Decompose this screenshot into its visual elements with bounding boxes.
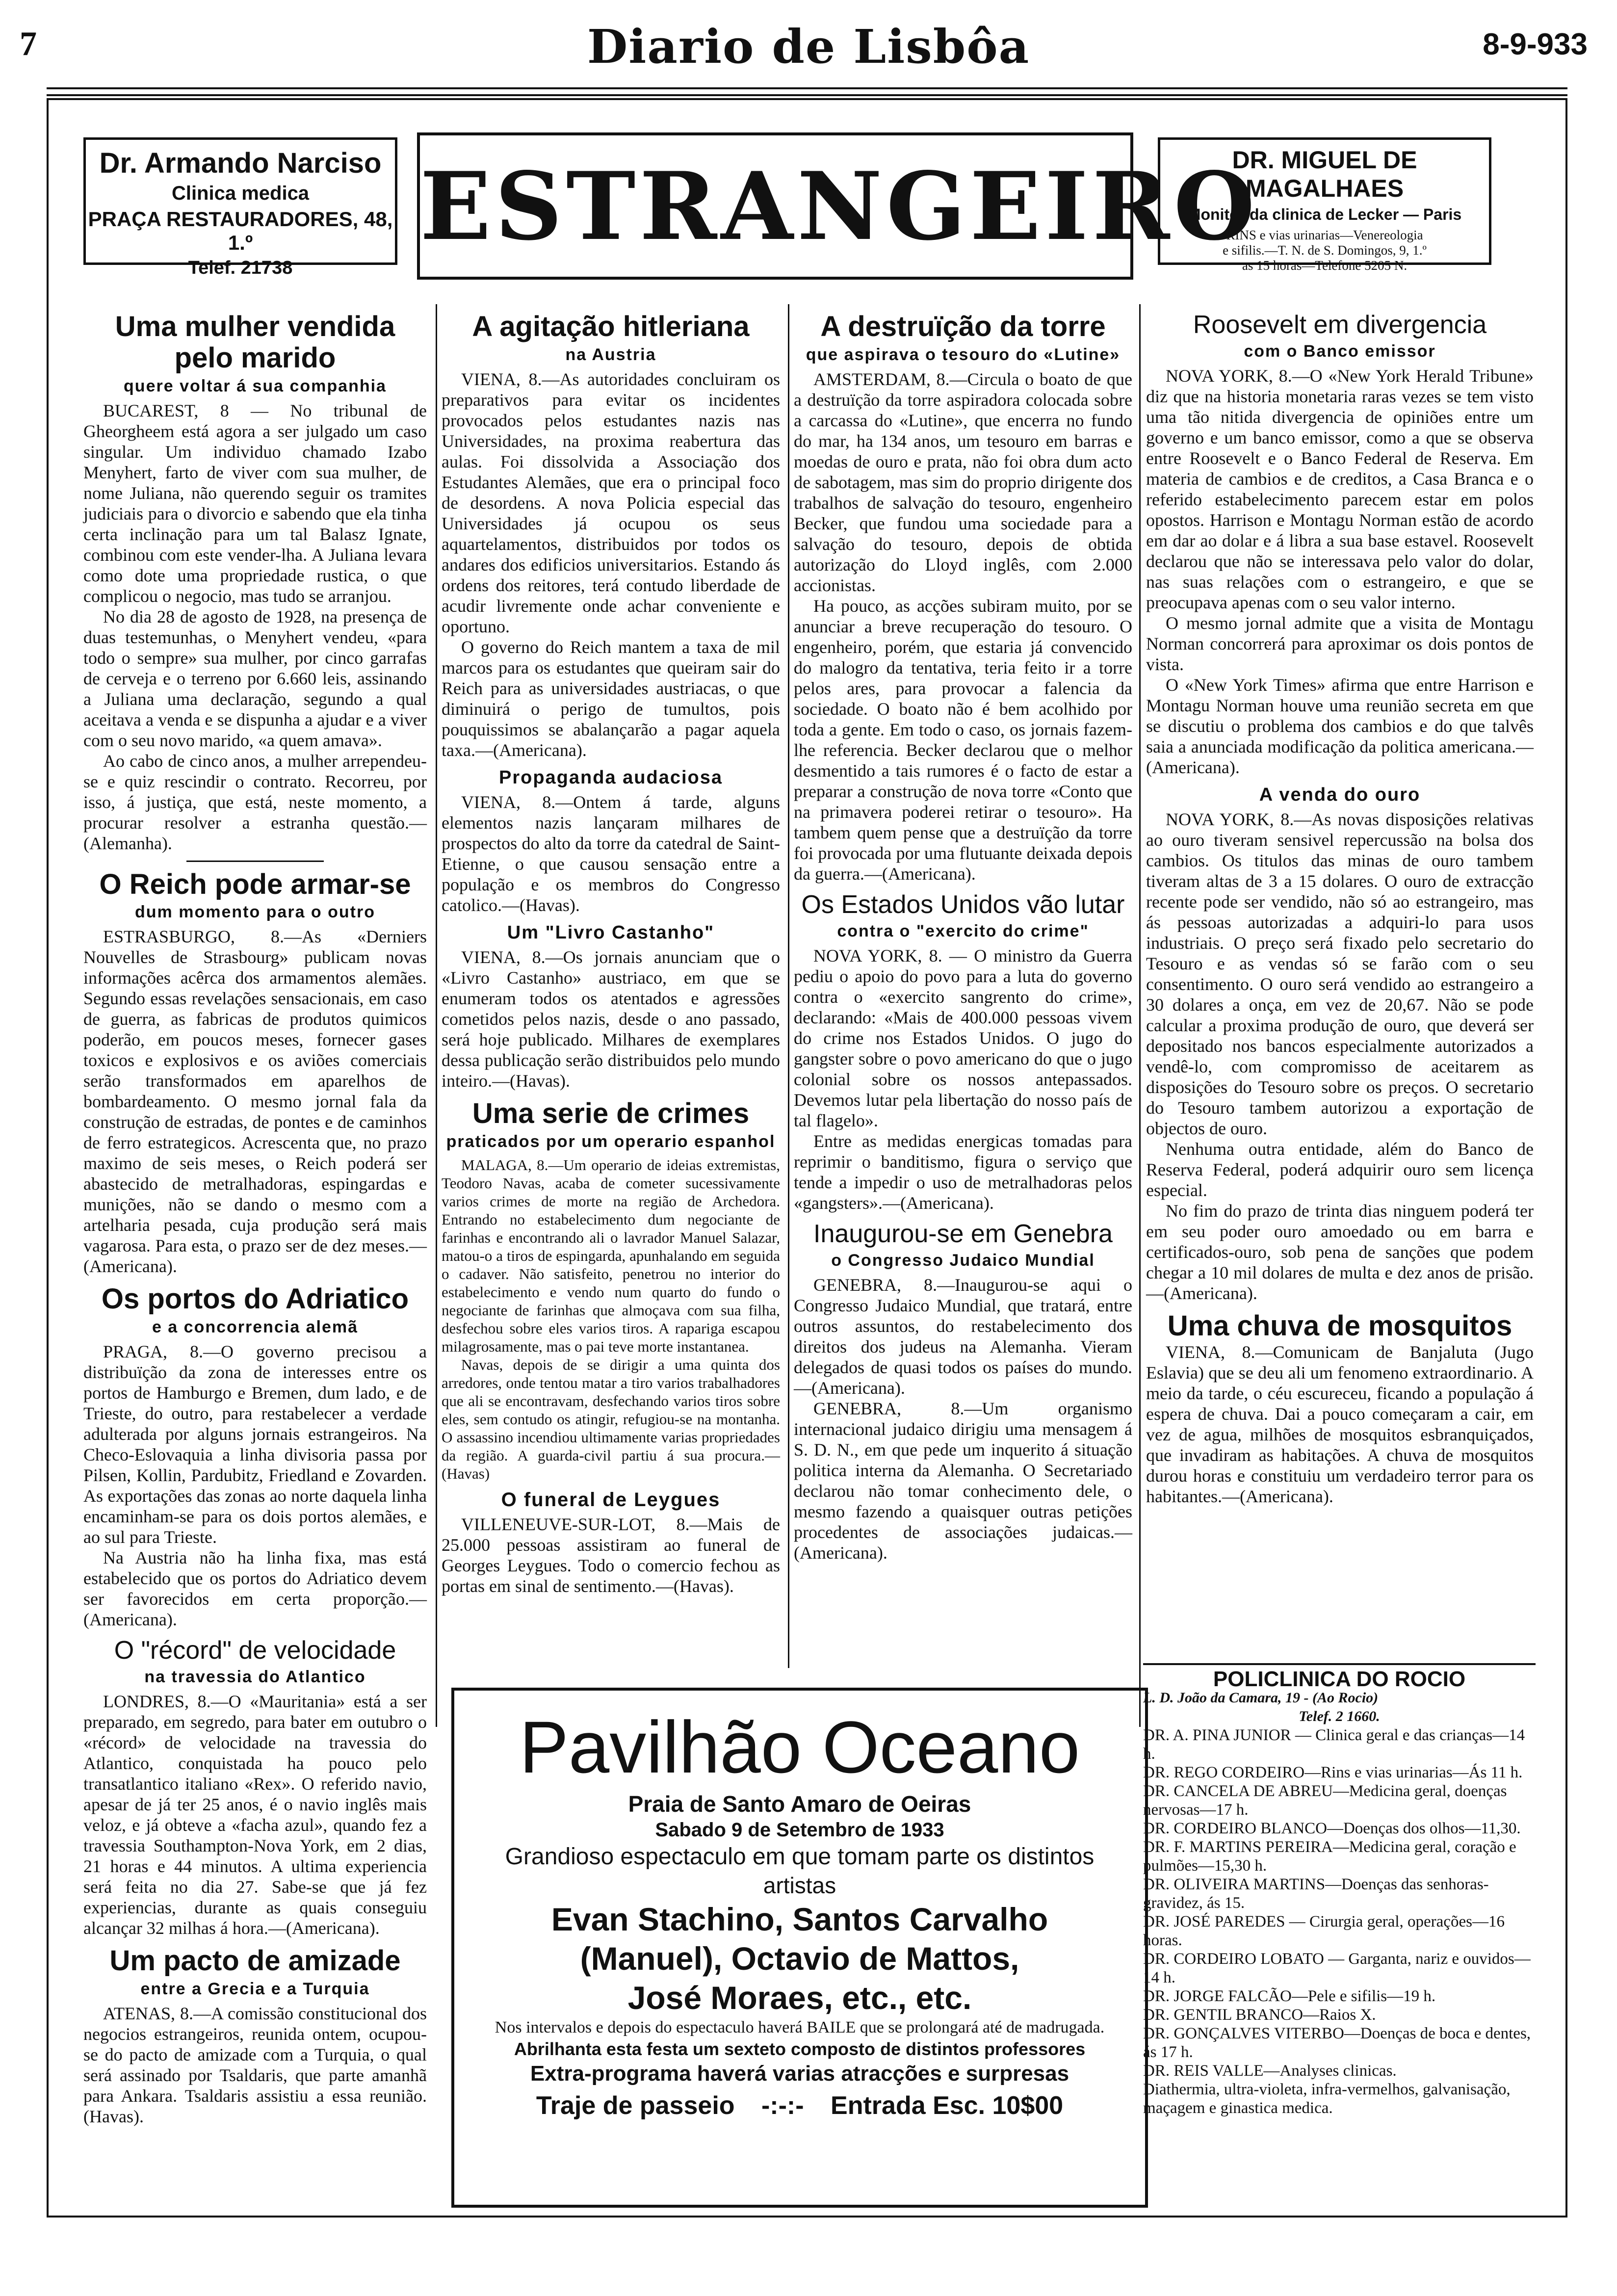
policlinica-title: POLICLINICA DO ROCIO [1143, 1663, 1536, 1689]
article-paragraph: LONDRES, 8.—O «Mauritania» está a ser preparado, em segredo, para bater em outubro o «récord» de velocidade na travessia do Atlantico, conquistada ha pouco pelo transatlantico italiano «Rex». O referido navio, apesar de já ter 25 anos, é o navio inglês mais veloz, e já obteve a «facha azul», quando fez a travessia Southampton-Nova York, em 2 dias, 21 horas e 44 minutos. A ultima experiencia será feita no dia 27. Sabe-se que já fez experiencias, durante as quais conseguiu alcançar 32 milhas á hora.—(Americana). [83, 1692, 427, 1938]
article-title: A venda do ouro [1259, 784, 1421, 806]
ad-artists: José Moraes, etc., etc. [627, 1980, 972, 2016]
header-rule [47, 87, 1567, 96]
ad-miguel-magalhaes [1158, 137, 1491, 273]
doctor-entry: DR. CORDEIRO BLANCO—Doenças dos olhos—11,30. [1143, 1820, 1521, 1837]
ad-specialty: Clinica medica [171, 183, 310, 204]
ad-line: Abrilhanta esta festa um sexteto composto de distintos professores [514, 2039, 1086, 2059]
ad-line: Grandioso espectaculo em que tomam parte os distintos [505, 1844, 1095, 1870]
article-title: Uma serie de crimes [472, 1097, 750, 1129]
article-paragraph: ESTRASBURGO, 8.—As «Derniers Nouvelles de Strasbourg» publicam novas informações acêrca dos armamentos alemães. Segundo essas revelações sensacionais, em caso de guerra, as fabricas de produtos quimicos poderão, em poucos meses, fornecer gases toxicos e explosivos e os aviões comerciais serão transformados em aparelhos de bombardeamento. O mesmo jornal fala da construção de estradas, de pontes e de caminhos de ferro estrategicos. Acrescenta que, no prazo maximo de seis meses, o Reich poderá ser abastecido de metralhadoras, espingardas e munições, não se dando o mesmo com a artelharia pesada, cuja produção será mais vagarosa. Para esta, o prazo ser de dez meses.—(Americana). [83, 927, 427, 1277]
article-paragraph: VIENA, 8.—As autoridades concluiram os preparativos para evitar os incidentes provocados pelos estudantes nazis nas Universidades, na proxima reabertura das aulas. Foi dissolvida a Associação dos Estudantes Alemães, que era o principal foco de desordens. A nova Policia especial das Universidades já ocupou os seus aquartelamentos, distribuidos por todos os andares dos edificios universitarios. Estando ás ordens dos reitores, terá contudo liberdade de acudir livremente onde achar conveniente e oportuno. [442, 369, 780, 636]
article-subtitle: na Austria [565, 345, 656, 364]
section-title-box [417, 132, 1259, 280]
article-paragraph: Entre as medidas energicas tomadas para reprimir o banditismo, figura o serviço que tende a impedir o uso de metralhadoras pelos «gangsters».—(Americana). [794, 1131, 1132, 1213]
article-subtitle: que aspirava o tesouro do «Lutine» [806, 345, 1121, 364]
ad-line1: Monitor da clinica de Lecker — Paris [1187, 206, 1462, 223]
ad-address: PRAÇA RESTAURADORES, 48, 1.º [88, 208, 393, 254]
article-paragraph: O «New York Times» afirma que entre Harrison e Montagu Norman houve uma reunião secreta em que se discutiu o problema dos cambios e do que talvês saia a anunciada modificação da politica americana.—(Americana). [1146, 675, 1534, 778]
ad-price: Entrada Esc. 10$00 [831, 2091, 1064, 2120]
article-subtitle: na travessia do Atlantico [144, 1668, 366, 1687]
article-paragraph: VIENA, 8.—Os jornais anunciam que o «Livro Castanho» austriaco, em que se enumeram todos os atentados e agressões cometidos pelos nazis, desde o ano passado, será hoje publicado. Milhares de exemplares dessa publicação serão distribuidos pelo mundo inteiro.—(Havas). [442, 947, 780, 1091]
issue-date: 8-9-933 [1483, 27, 1588, 61]
ad-place: Praia de Santo Amaro de Oeiras [628, 1791, 971, 1817]
article-subtitle: contra o "exercito do crime" [837, 921, 1089, 940]
article-paragraph: Ao cabo de cinco anos, a mulher arrependeu-se e quiz rescindir o contrato. Recorreu, por isso, á justiça, que está, neste momento, a procurar resolver a estranha questão.—(Alemanha). [83, 751, 427, 853]
doctor-entry: DR. CANCELA DE ABREU—Medicina geral, doenças nervosas—17 h. [1143, 1782, 1507, 1819]
article-subtitle: quere voltar á sua companhia [124, 376, 387, 395]
article-title: O funeral de Leygues [501, 1488, 721, 1511]
article-paragraph: Na Austria não ha linha fixa, mas está estabelecido que os portos do Adriatico devem ser favorecidos em certa proporção.—(Americana). [83, 1548, 427, 1630]
article-title: Um pacto de amizade [109, 1945, 401, 1977]
policlinica-phone: Telef. 2 1660. [1299, 1708, 1380, 1724]
article-paragraph: GENEBRA, 8.—Inaugurou-se aqui o Congresso Judaico Mundial, que tratará, entre outros assuntos, do restabelecimento dos direitos dos judeus na Alemanha. Vieram delegados de quasi todos os países do mundo.—(Americana). [794, 1275, 1132, 1398]
ad-line: Nos intervalos e depois do espectaculo haverá BAILE que se prolongará até de madrugada. [495, 2018, 1105, 2036]
ad-doctor-name: Dr. Armando Narciso [99, 147, 382, 179]
article-paragraph: VIENA, 8.—Ontem á tarde, alguns elementos nazis lançaram milhares de prospectos do alto da torre da catedral de Saint-Etienne, o que causou sensação entre a população e os membros do Congresso catolico.—(Havas). [442, 792, 780, 915]
doctor-entry: DR. A. PINA JUNIOR — Clinica geral e das crianças—14 h. [1143, 1726, 1525, 1763]
ad-date: Sabado 9 de Setembro de 1933 [655, 1819, 944, 1841]
article-title: Uma chuva de mosquitos [1167, 1310, 1513, 1342]
column-4 [1146, 304, 1534, 1507]
column-rule [436, 304, 437, 1727]
article-paragraph: NOVA YORK, 8. — O ministro da Guerra pediu o apoio do povo para a luta do governo contra o «exercito sangrento do crime», declarando: «Mais de 400.000 pessoas vivem do crime nos Estados Unidos. O jugo do gangster sobre o povo americano do que o jugo colonial sobre os nossos antepassados. Devemos lutar pela libertação do nosso país de tal flagelo». [794, 945, 1132, 1130]
article-paragraph: ATENAS, 8.—A comissão constitucional dos negocios estrangeiros, reunida ontem, ocupou-se do pacto de amizade com a Turquia, o qual será assinado por Tsaldaris, que parte amanhã para Ankara. Tsaldaris assistiu a essa reunião.(Havas). [83, 2004, 427, 2127]
ad-divider: -:-:- [761, 2091, 804, 2120]
article-title: Inaugurou-se em Genebra [813, 1219, 1113, 1248]
article-title: Os portos do Adriatico [101, 1283, 409, 1315]
article-paragraph: Ha pouco, as acções subiram muito, por se anunciar a breve recuperação do tesouro. O engenheiro, porém, que estaria já convencido do malogro da tentativa, teria feito ir a torre pelos ares, para provocar a falencia da sociedade. O boato não é bem acolhido por toda a gente. Em todo o caso, os jornais fazem-lhe referencia. Becker declarou que o melhor desmentido a tais rumores é o facto de estar a preparar a construção de nova torre «Conto que na primavera poderei retirar o tesouro». Ha tambem quem pense que a destruïção da torre foi provocada por uma flutuante deixada depois da guerra.—(Americana). [794, 596, 1132, 884]
article-paragraph: O mesmo jornal admite que a visita de Montagu Norman concorrerá para aproximar os dois pontos de vista. [1146, 613, 1534, 675]
doctor-entry: DR. REIS VALLE—Analyses clinicas. [1143, 2062, 1397, 2080]
doctor-entry: Diathermia, ultra-violeta, infra-vermelhos, galvanisação, maçagem e ginastica medica. [1143, 2081, 1511, 2117]
ad-phone: Telef. 21738 [188, 258, 293, 278]
article-paragraph: Navas, depois de se dirigir a uma quinta dos arredores, onde tentou matar a tiro varios trabalhadores que ali se encontravam, desfechando varios tiros sobre eles, sem contudo os atingir, refugiou-se na montanha. O assassino incendiou ultimamente varias propriedades da região. A guarda-civil partiu á sua procura.—(Havas) [442, 1356, 780, 1482]
article-paragraph: Nenhuma outra entidade, além do Banco de Reserva Federal, poderá adquirir ouro sem licença especial. [1146, 1139, 1534, 1200]
article-paragraph: No fim do prazo de trinta dias ninguem poderá ter em seu poder ouro amoedado ou em barra e certificados-ouro, sob pena de sanções que podem chegar a 10 mil dolares de multa e dez anos de prisão.—(Americana). [1146, 1201, 1534, 1304]
article-paragraph: NOVA YORK, 8.—As novas disposições relativas ao ouro tiveram sensivel repercussão na bolsa dos cambios. Os titulos das minas de ouro tambem tiveram altas de 3 a 15 dolares. O ouro de extracção recente pode ser vendido, não só ao estrangeiro, mas ás pessoas autorizadas a adquiri-lo para usos industriais. O preço será fixado pelo secretario do Tesouro e as vendas só se farão com o seu consentimento. O ouro será vendido ao estrangeiro a 30 dolares a onça, em vez de 20,67. Não se pode calcular a proxima produção de ouro, que deverá ser depositado nos bancos especialmente autorizados a vendê-lo, com compromisso de aceitarem as disposições do Tesouro sobre os preços. O secretario do Tesouro tambem autorizou a exportação de objectos de ouro. [1146, 809, 1534, 1139]
ad-line: Extra-programa haverá varias atracções e surpresas [530, 2061, 1069, 2086]
ad-line: artistas [763, 1873, 836, 1898]
ad-armando-narciso [83, 137, 397, 278]
doctor-entry: DR. GENTIL BRANCO—Raios X. [1143, 2006, 1376, 2024]
article-paragraph: O governo do Reich mantem a taxa de mil marcos para os estudantes que queiram sair do Reich para as universidades austriacas, o que diminuirá o perigo de tumultos, pois pouquissimos se abalançarão a pagar aquela taxa.—(Americana). [442, 637, 780, 760]
doctor-entry: DR. GONÇALVES VITERBO—Doenças de boca e dentes, ás 17 h. [1143, 2025, 1531, 2061]
article-subtitle: com o Banco emissor [1244, 342, 1436, 361]
article-paragraph: AMSTERDAM, 8.—Circula o boato de que a destruïção da torre aspiradora colocada sobre a carcassa do «Lutine», que encerra no fundo do mar, ha 134 anos, um tesouro em barras e moedas de ouro e prata, não foi obra dum acto de sabotagem, mas sim do proprio dirigente dos trabalhos de salvação do tesouro, engenheiro Becker, que fundou uma sociedade para a salvação do tesouro, depois de obtida autorização do Lloyd inglês, com 2.000 accionistas. [794, 369, 1132, 595]
ad-policlinica [1143, 1663, 1536, 2117]
column-rule [788, 304, 789, 1668]
article-subtitle: dum momento para o outro [135, 903, 375, 922]
article-subtitle: o Congresso Judaico Mundial [831, 1251, 1095, 1270]
doctor-entry: DR. CORDEIRO LOBATO — Garganta, nariz e ouvidos—14 h. [1143, 1950, 1531, 1986]
ad-line3: e sifilis.—T. N. de S. Domingos, 9, 1.º [1223, 243, 1427, 258]
article-paragraph: PRAGA, 8.—O governo precisou a distribuïção da zona de interesses entre os portos de Hamburgo e Bremen, dum lado, e de Trieste, do outro, para restabelecer a verdade adulterada por alguns jornais estrangeiros. Na Checo-Eslovaquia a linha divisoria passa por Pilsen, Kollin, Pardubitz, Friedland e Zovarden. As exportações das zonas ao norte daquela linha encaminham-se para os dois portos alemães, e ao sul para Trieste. [83, 1342, 427, 1547]
ad-line4: as 15 horas—Telefone 5205 N. [1242, 258, 1408, 273]
article-title: Roosevelt em divergencia [1193, 311, 1487, 339]
doctor-entry: DR. F. MARTINS PEREIRA—Medicina geral, coração e pulmões—15,30 h. [1143, 1838, 1516, 1875]
article-subtitle: praticados por um operario espanhol [446, 1132, 776, 1151]
article-title: Propaganda audaciosa [498, 767, 723, 788]
article-title: O "récord" de velocidade [114, 1636, 396, 1665]
ad-line2: RINS e vias urinarias—Venereologia [1226, 228, 1423, 242]
article-title: A destruïção da torre [820, 311, 1106, 342]
column-3 [794, 304, 1132, 1563]
article-title: Um "Livro Castanho" [507, 922, 715, 943]
ad-title: Pavilhão Oceano [519, 1706, 1080, 1788]
article-paragraph: MALAGA, 8.—Um operario de ideias extremistas, Teodoro Navas, acaba de cometer sucessivamente varios crimes de morte na região de Archedora. Entrando no estabelecimento dum negociante de farinhas e encontrando ali o lavrador Manuel Salazar, matou-o a tiros de espingarda, apunhalando em seguida o cadaver. Não satisfeito, penetrou no interior do estabelecimento e vendo num quarto do fundo o negociante de farinhas que almoçava com sua filha, desfechou sobre eles varios tiros. A rapariga escapou milagrosamente, mas o pai teve morte instantanea. [442, 1156, 780, 1355]
article-paragraph: VIENA, 8.—Comunicam de Banjaluta (Jugo Eslavia) que se deu ali um fenomeno extraordinario. A meio da tarde, o céu escureceu, ficando a população á espera de chuva. Dai a pouco começaram a cair, em vez de agua, milhões de mosquitos esbranquiçados, que invadiram as habitações. A chuva de mosquitos durou horas e constituiu um verdadeiro terror para os habitantes.—(Americana). [1146, 1342, 1534, 1506]
masthead: Diario de Lisbôa [587, 20, 1030, 74]
article-paragraph: No dia 28 de agosto de 1928, na presença de duas testemunhas, o Menyhert vendeu, «para todo o sempre» sua mulher, por cinco garrafas de cerveja e o terreno por 6.660 leis, assinando a Juliana uma declaração, segundo a qual aceitava a venda e se dispunha a ajudar e a viver com o seu novo marido, «a quem amava». [83, 606, 427, 750]
article-subtitle: e a concorrencia alemã [152, 1318, 359, 1337]
page-number: 7 [20, 25, 37, 63]
section-title: ESTRANGEIRO [420, 152, 1259, 261]
column-1 [83, 304, 427, 2127]
doctor-entry: DR. OLIVEIRA MARTINS—Doenças das senhoras-gravidez, ás 15. [1143, 1876, 1489, 1912]
article-paragraph: NOVA YORK, 8.—O «New York Herald Tribune» diz que na historia monetaria raras vezes se tem visto uma tão nitida divergencia de opiniões entre um governo e um banco emissor, como a que se observa entre Roosevelt e o Banco Federal de Reserva. Em materia de cambios e de creditos, a Casa Branca e o referido estabelecimento parecem estar em polos opostos. Harrison e Montagu Norman estão de acordo em dar ao dolar e á libra a sua base estavel. Roosevelt declarou que não se interessava pelo valor do dolar, nas suas relações com o estrangeiro, e que se preocupava apenas com o seu valor interno. [1146, 366, 1534, 613]
doctor-entry: DR. JORGE FALCÃO—Pele e sifilis—19 h. [1143, 1987, 1436, 2005]
divider [186, 861, 324, 862]
article-paragraph: BUCAREST, 8 — No tribunal de Gheorgheem está agora a ser julgado um caso singular. Um individuo chamado Izabo Menyhert, farto de viver com sua mulher, de nome Juliana, não querendo seguir os tramites judiciais para o divorcio e sabendo que ela tinha certa inclinação para um tal Balasz Ignate, combinou com este vender-lha. A Juliana levara como dote uma propriedade rustica, o que complicou o negocio, mas tudo se arranjou. [83, 400, 427, 606]
article-paragraph: GENEBRA, 8.—Um organismo internacional judaico dirigiu uma mensagem á S. D. N., em que pede um inquerito á situação politica interna da Alemanha. O Secretariado declarou não tomar conhecimento dele, o mesmo fazendo a quaisquer outras petições procedentes de associações judaicas.—(Americana). [794, 1399, 1132, 1563]
ad-doctor-name-right: DR. MIGUEL DE MAGALHAES [1232, 146, 1417, 202]
ad-dress-code: Traje de passeio [536, 2091, 735, 2120]
ad-pavilhao-oceano [451, 1688, 1148, 2208]
column-rule [1139, 304, 1141, 1727]
article-title: O Reich pode armar-se [99, 868, 411, 900]
article-paragraph: VILLENEUVE-SUR-LOT, 8.—Mais de 25.000 pessoas assistiram ao funeral de Georges Leygues. Todo o comercio fechou as portas em sinal de sentimento.—(Havas). [442, 1514, 780, 1596]
article-subtitle: entre a Grecia e a Turquia [140, 1980, 370, 1999]
article-title: Uma mulher vendida pelo marido [115, 311, 395, 374]
policlinica-address: L. D. João da Camara, 19 - (Ao Rocio) [1143, 1690, 1379, 1706]
article-title: A agitação hitleriana [472, 311, 750, 342]
article-title: Os Estados Unidos vão lutar [801, 890, 1125, 919]
column-2 [442, 304, 780, 1596]
ad-artists: Evan Stachino, Santos Carvalho [551, 1901, 1048, 1937]
ad-artists: (Manuel), Octavio de Mattos, [580, 1940, 1019, 1977]
doctor-entry: DR. REGO CORDEIRO—Rins e vias urinarias—Ás 11 h. [1143, 1764, 1523, 1781]
doctor-entry: DR. JOSÉ PAREDES — Cirurgia geral, operações—16 horas. [1143, 1913, 1505, 1949]
